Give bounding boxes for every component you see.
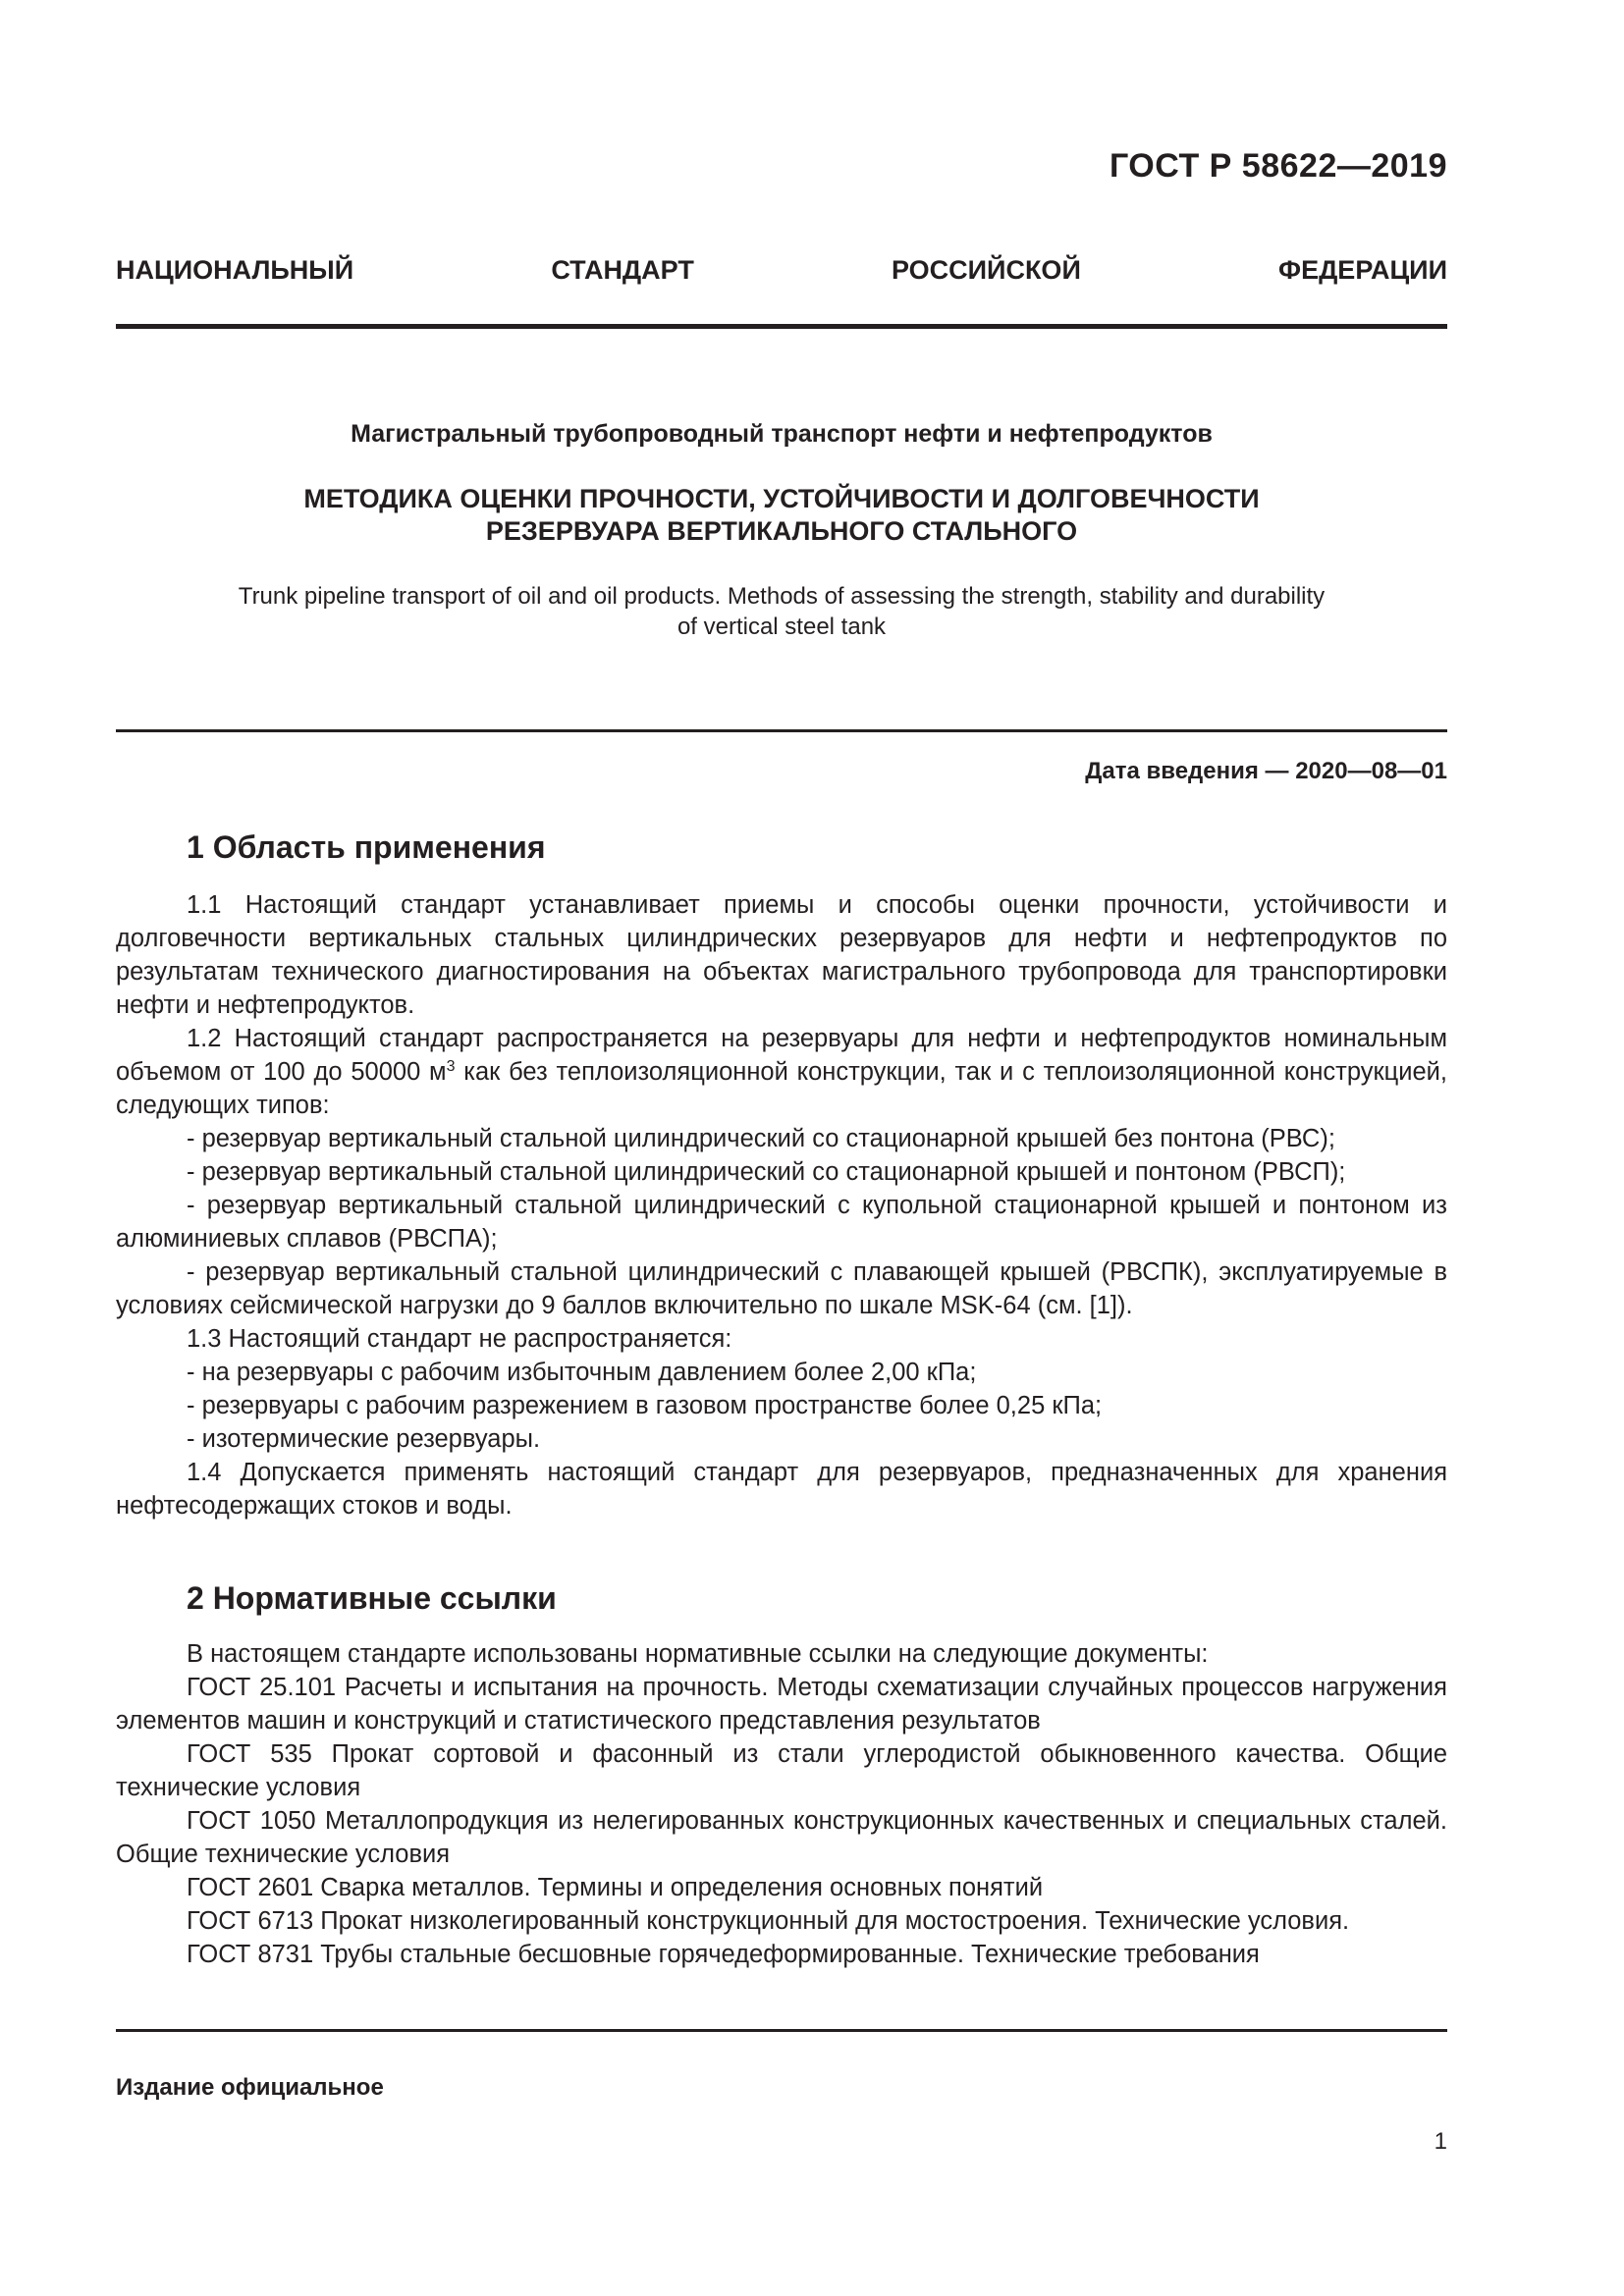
title-rule xyxy=(116,729,1447,732)
list-item: - резервуар вертикальный стальной цилиндрический со стационарной крышей и понтоном (РВСП); xyxy=(187,1158,1346,1186)
section-1-body xyxy=(116,888,1447,1522)
header-rule xyxy=(116,324,1447,329)
series-title: Магистральный трубопроводный транспорт нефти и нефтепродуктов xyxy=(351,420,1213,448)
reference-item: ГОСТ 535 Прокат сортовой и фасонный из стали углеродистой обыкновенного качества. Общие технические условия xyxy=(116,1740,1447,1801)
section-2-heading: 2 Нормативные ссылки xyxy=(187,1580,557,1616)
official-edition-label: Издание официальное xyxy=(116,2074,384,2101)
section-1-heading: 1 Область применения xyxy=(187,829,546,865)
document-title-line-1: МЕТОДИКА ОЦЕНКИ ПРОЧНОСТИ, УСТОЙЧИВОСТИ И ДОЛГОВЕЧНОСТИ xyxy=(303,484,1260,513)
footer-rule xyxy=(116,2029,1447,2032)
paragraph-1-4: 1.4 Допускается применять настоящий стандарт для резервуаров, предназначенных для хранения нефтесодержащих стоков и воды. xyxy=(116,1459,1447,1520)
page-number: 1 xyxy=(1434,2128,1447,2155)
reference-item: ГОСТ 8731 Трубы стальные бесшовные горячедеформированные. Технические требования xyxy=(187,1941,1260,1968)
reference-item: ГОСТ 25.101 Расчеты и испытания на прочность. Методы схематизации случайных процессов нагружения элементов машин и конструкций и статистического представления результатов xyxy=(116,1674,1447,1735)
document-title-english-line-2: of vertical steel tank xyxy=(677,614,887,640)
list-item: - на резервуары с рабочим избыточным давлением более 2,00 кПа; xyxy=(187,1359,977,1386)
reference-item: ГОСТ 6713 Прокат низколегированный конструкционный для мостостроения. Технические условия. xyxy=(187,1907,1350,1935)
paragraph-1-2: 1.2 Настоящий стандарт распространяется на резервуары для нефти и нефтепродуктов номинальным объемом от 100 до 50000 $м^3$ как без теплоизоляционной конструкции, так и с теплоизоляционной конструкцией, следующих типов: xyxy=(116,1025,1447,1119)
list-item: - резервуар вертикальный стальной цилиндрический с купольной стационарной крышей и понтоном из алюминиевых сплавов (РВСПА); xyxy=(116,1192,1447,1253)
introduction-date: Дата введения — 2020—08—01 xyxy=(1085,758,1447,784)
reference-item: ГОСТ 2601 Сварка металлов. Термины и определения основных понятий xyxy=(187,1874,1044,1901)
document-id: ГОСТ Р 58622—2019 xyxy=(1109,147,1447,185)
list-item: - резервуары с рабочим разрежением в газовом пространстве более 0,25 кПа; xyxy=(187,1392,1103,1419)
document-title-line-2: РЕЗЕРВУАРА ВЕРТИКАЛЬНОГО СТАЛЬНОГО xyxy=(485,516,1078,546)
section-2-intro: В настоящем стандарте использованы нормативные ссылки на следующие документы: xyxy=(187,1640,1209,1668)
document-title-english-line-1: Trunk pipeline transport of oil and oil products. Methods of assessing the strength, stability and durability xyxy=(238,583,1326,610)
reference-item: ГОСТ 1050 Металлопродукция из нелегированных конструкционных качественных и специальных сталей. Общие технические условия xyxy=(116,1807,1447,1868)
section-2-body xyxy=(116,1637,1447,1971)
list-item: - резервуар вертикальный стальной цилиндрический со стационарной крышей без понтона (РВС); xyxy=(187,1125,1335,1152)
paragraph-1-1: 1.1 Настоящий стандарт устанавливает приемы и способы оценки прочности, устойчивости и долговечности вертикальных стальных цилиндрических резервуаров для нефти и нефтепродуктов по результатам технического диагностирования на объектах магистрального трубопровода для транспортировки нефти и нефтепродуктов. xyxy=(116,891,1447,1019)
superscript: 3 xyxy=(446,1058,456,1075)
document-title-english xyxy=(116,581,1447,642)
list-item: - резервуар вертикальный стальной цилиндрический с плавающей крышей (РВСПК), эксплуатируемые в условиях сейсмической нагрузки до 9 баллов включительно по шкале MSK-64 (см. [1]). xyxy=(116,1258,1447,1319)
paragraph-1-3: 1.3 Настоящий стандарт не распространяется: xyxy=(187,1325,732,1353)
list-item: - изотермические резервуары. xyxy=(187,1425,541,1453)
national-standard-banner: НАЦИОНАЛЬНЫЙ СТАНДАРТ РОССИЙСКОЙ ФЕДЕРАЦИИ xyxy=(116,255,1447,285)
document-title xyxy=(116,483,1447,548)
